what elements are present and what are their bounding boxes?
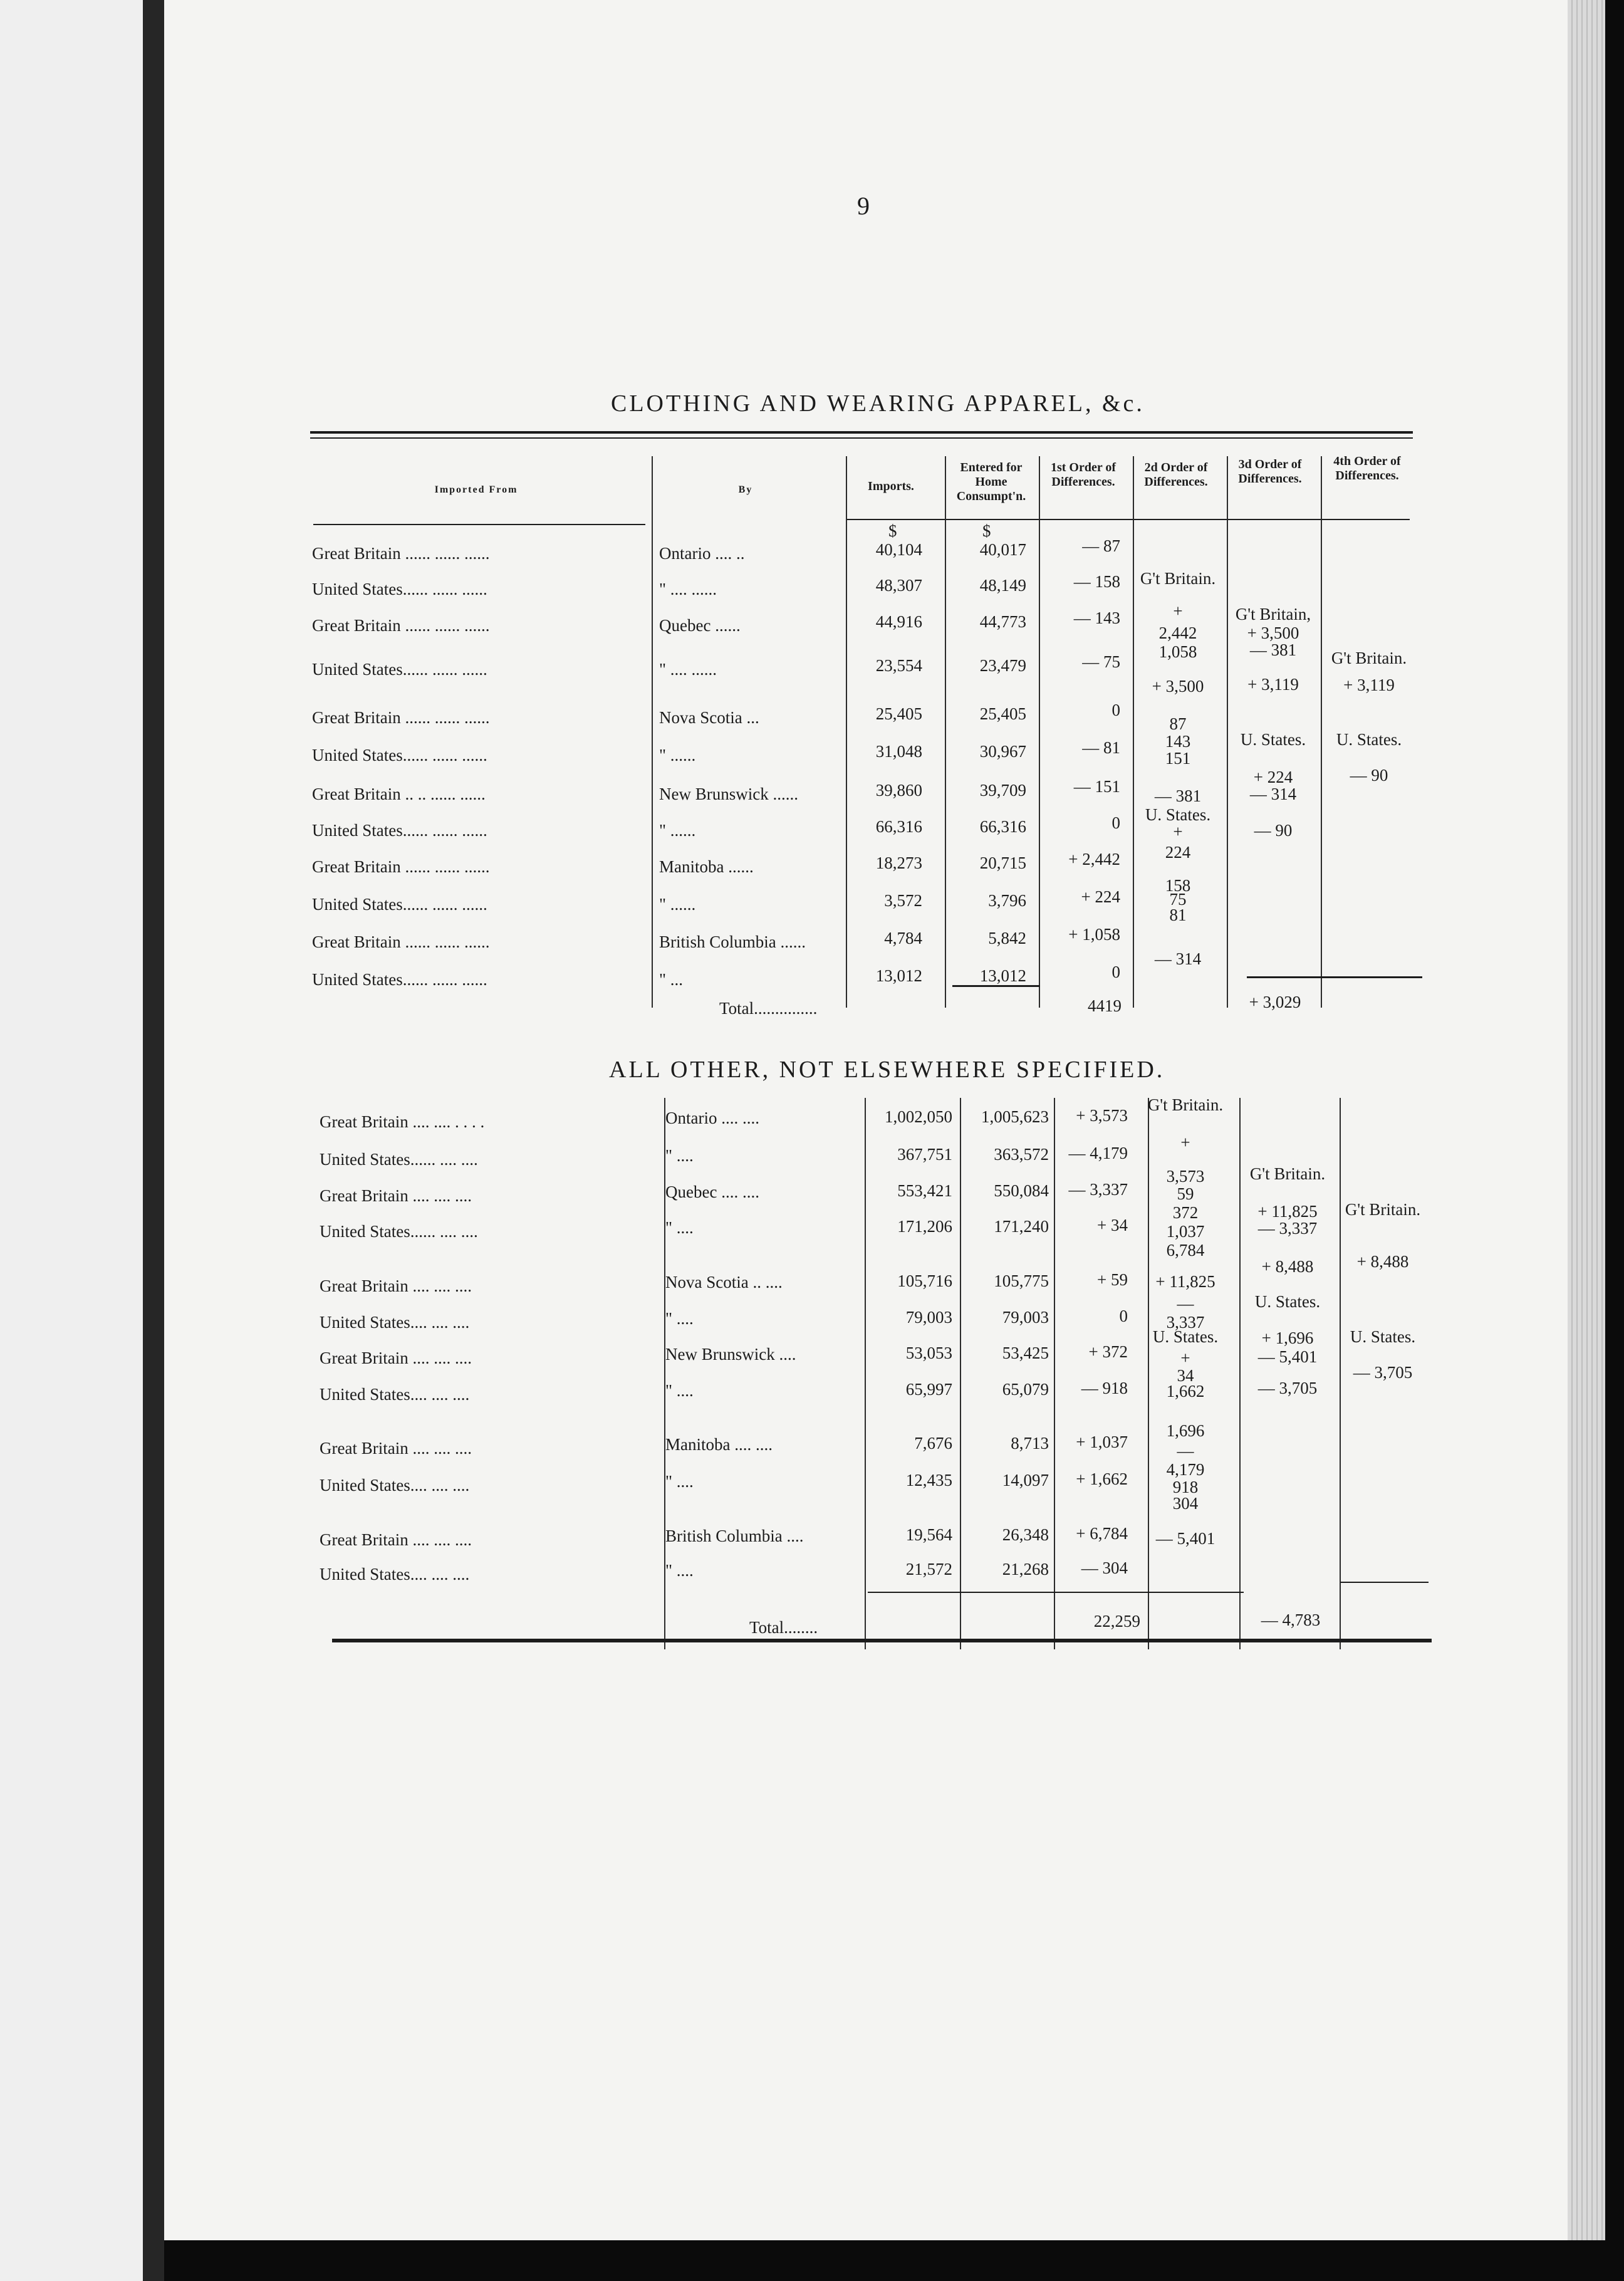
row-imported-from: United States...... .... .... xyxy=(320,1222,478,1241)
note-2d-order: 918 xyxy=(1172,1478,1199,1496)
row-imports: 19,564 xyxy=(905,1525,952,1544)
row-1st-order: 0 xyxy=(1111,963,1120,981)
row-imported-from: Great Britain ...... ...... ...... xyxy=(312,616,490,635)
row-imported-from: Great Britain .. .. ...... ...... xyxy=(312,785,486,803)
row-home-consumption: 14,097 xyxy=(1002,1471,1049,1490)
table1-header-rule xyxy=(313,524,645,525)
header-1st-order: 1st Order of Differences. xyxy=(1050,461,1116,489)
row-imports: 65,997 xyxy=(905,1380,952,1399)
row-home-consumption: 1,005,623 xyxy=(981,1107,1049,1126)
row-imports: 553,421 xyxy=(897,1181,952,1200)
note-3d-order: — 3,337 xyxy=(1257,1219,1318,1238)
row-by: Nova Scotia .. .... xyxy=(665,1273,783,1292)
note-2d-order: — 314 xyxy=(1154,949,1202,968)
row-1st-order: — 151 xyxy=(1073,777,1120,796)
note-2d-order: 87 xyxy=(1169,714,1187,733)
row-home-consumption: 65,079 xyxy=(1002,1380,1049,1399)
row-imported-from: Great Britain .... .... .... xyxy=(320,1276,472,1295)
total-rule xyxy=(868,1592,1244,1593)
t2-col-rule xyxy=(1054,1098,1055,1649)
row-imports: 79,003 xyxy=(905,1308,952,1327)
note-2d-order: 3,573 xyxy=(1166,1167,1205,1186)
row-home-consumption: 20,715 xyxy=(979,853,1026,872)
row-imports: 171,206 xyxy=(897,1217,952,1236)
row-home-consumption: 25,405 xyxy=(979,704,1026,723)
row-imported-from: United States.... .... .... xyxy=(320,1385,470,1404)
note-2d-order: 34 xyxy=(1177,1366,1194,1385)
row-1st-order: — 158 xyxy=(1073,572,1120,591)
row-1st-order: + 1,037 xyxy=(1076,1433,1128,1451)
note-2d-order: 1,696 xyxy=(1166,1421,1205,1440)
row-imported-from: Great Britain .... .... .... xyxy=(320,1186,472,1205)
row-home-consumption: 171,240 xyxy=(994,1217,1049,1236)
t2-col-rule xyxy=(865,1098,866,1649)
row-imports: 66,316 xyxy=(875,817,922,836)
row-1st-order: — 3,337 xyxy=(1068,1180,1128,1199)
note-2d-order: + 11,825 xyxy=(1155,1272,1215,1291)
note-2d-order: + xyxy=(1173,822,1183,841)
row-1st-order: + 372 xyxy=(1088,1342,1128,1361)
row-by: Manitoba ...... xyxy=(659,857,754,876)
total-label: Total............... xyxy=(719,999,818,1018)
row-by: " .... xyxy=(665,1309,694,1328)
binding-edge xyxy=(143,0,164,2281)
row-imported-from: United States.... .... .... xyxy=(320,1565,470,1584)
note-3d-order: — 314 xyxy=(1249,785,1297,803)
row-home-consumption: 44,773 xyxy=(979,612,1026,631)
row-1st-order: 0 xyxy=(1119,1307,1128,1325)
row-imported-from: United States.... .... .... xyxy=(320,1476,470,1495)
row-home-consumption: 23,479 xyxy=(979,656,1026,675)
row-1st-order: + 1,662 xyxy=(1076,1469,1128,1488)
row-imported-from: Great Britain .... .... .... xyxy=(320,1349,472,1367)
row-by: " .... xyxy=(665,1472,694,1491)
row-home-consumption: 53,425 xyxy=(1002,1344,1049,1362)
t1-col-rule xyxy=(652,456,653,1008)
t1-col-rule xyxy=(1227,456,1228,1008)
note-4th-order: G't Britain. xyxy=(1345,1200,1421,1219)
note-3d-order: + 3,500 xyxy=(1247,624,1299,642)
row-1st-order: + 34 xyxy=(1097,1216,1128,1234)
row-imported-from: United States...... ...... ...... xyxy=(312,821,487,840)
page-edges xyxy=(1568,0,1605,2240)
row-imports: 21,572 xyxy=(905,1560,952,1579)
total-rule xyxy=(1341,1582,1429,1583)
row-imports: 53,053 xyxy=(905,1344,952,1362)
header-by: By xyxy=(738,484,753,495)
row-imports: 367,751 xyxy=(897,1145,952,1164)
row-by: " .... xyxy=(665,1218,694,1237)
note-2d-order: 6,784 xyxy=(1166,1241,1205,1260)
note-2d-order: 143 xyxy=(1165,732,1191,751)
row-imports: 105,716 xyxy=(897,1271,952,1290)
note-2d-order: — 381 xyxy=(1154,786,1202,805)
row-home-consumption: 105,775 xyxy=(994,1271,1049,1290)
row-by: Quebec ...... xyxy=(659,616,741,635)
row-by: New Brunswick ...... xyxy=(659,785,798,803)
note-3d-order: + 1,696 xyxy=(1261,1328,1314,1347)
note-3d-order: G't Britain, xyxy=(1235,605,1311,624)
row-imported-from: Great Britain .... .... .... xyxy=(320,1439,472,1458)
t1-col-rule xyxy=(1133,456,1134,1008)
row-1st-order: + 3,573 xyxy=(1076,1106,1128,1125)
note-3d-order: — 3,705 xyxy=(1257,1379,1318,1397)
row-imports: 4,784 xyxy=(884,929,922,947)
row-1st-order: — 75 xyxy=(1082,652,1120,671)
row-by: " ... xyxy=(659,970,684,989)
row-by: British Columbia ...... xyxy=(659,932,806,951)
row-1st-order: 0 xyxy=(1111,813,1120,832)
row-imported-from: Great Britain .... .... .... xyxy=(320,1530,472,1549)
row-imports: 44,916 xyxy=(875,612,922,631)
row-1st-order: — 87 xyxy=(1082,536,1120,555)
row-by: " .... xyxy=(665,1146,694,1165)
table1-top-rule xyxy=(310,431,1413,434)
total-label: Total........ xyxy=(749,1618,818,1637)
note-2d-order: + xyxy=(1173,602,1183,620)
page-number: 9 xyxy=(857,192,870,220)
note-2d-order: G't Britain. xyxy=(1147,1095,1224,1114)
note-2d-order: 151 xyxy=(1165,749,1191,768)
row-imported-from: United States...... ...... ...... xyxy=(312,580,487,598)
note-4th-order: + 3,119 xyxy=(1343,676,1395,694)
note-4th-order: + 8,488 xyxy=(1356,1252,1409,1271)
note-3d-order: U. States. xyxy=(1254,1292,1321,1311)
row-by: " ...... xyxy=(659,821,696,840)
row-by: " ...... xyxy=(659,746,696,765)
note-2d-order: 372 xyxy=(1172,1203,1199,1222)
row-imports: 1,002,050 xyxy=(885,1107,952,1126)
note-2d-order: 2,442 xyxy=(1158,624,1197,642)
note-2d-order: 224 xyxy=(1165,843,1191,862)
row-1st-order: + 1,058 xyxy=(1068,925,1120,944)
row-imports: 12,435 xyxy=(905,1471,952,1490)
row-home-consumption: 21,268 xyxy=(1002,1560,1049,1579)
header-4th-order: 4th Order of Differences. xyxy=(1333,454,1401,483)
row-imports: 25,405 xyxy=(875,704,922,723)
note-2d-order: G't Britain. xyxy=(1140,569,1216,588)
total-3d-order: + 3,029 xyxy=(1249,993,1301,1011)
row-by: Ontario .... .... xyxy=(665,1109,759,1127)
note-2d-order: — xyxy=(1177,1294,1194,1313)
row-imports: 23,554 xyxy=(875,656,922,675)
row-imports: 18,273 xyxy=(875,853,922,872)
row-1st-order: — 81 xyxy=(1082,738,1120,757)
note-3d-order: G't Britain. xyxy=(1249,1164,1326,1183)
row-imported-from: United States...... ...... ...... xyxy=(312,970,487,989)
table1-header-rule-b xyxy=(846,519,1410,520)
row-1st-order: + 2,442 xyxy=(1068,850,1120,869)
row-imported-from: Great Britain ...... ...... ...... xyxy=(312,932,490,951)
row-home-consumption: 550,084 xyxy=(994,1181,1049,1200)
note-2d-order: 75 xyxy=(1169,890,1187,909)
row-by: " .... xyxy=(665,1561,694,1580)
note-2d-order: + xyxy=(1180,1349,1190,1367)
row-1st-order: — 4,179 xyxy=(1068,1144,1128,1162)
note-2d-order: — 5,401 xyxy=(1155,1529,1215,1548)
note-2d-order: + xyxy=(1180,1133,1190,1152)
header-imports: Imports. xyxy=(868,479,914,493)
note-4th-order: — 3,705 xyxy=(1353,1363,1413,1382)
section2-title: ALL OTHER, NOT ELSEWHERE SPECIFIED. xyxy=(609,1057,1165,1083)
row-by: " .... xyxy=(665,1381,694,1400)
row-by: Ontario .... .. xyxy=(659,544,745,563)
table2-bottom-rule xyxy=(332,1639,1432,1642)
t1-col-rule xyxy=(945,456,946,1008)
note-4th-order: — 90 xyxy=(1350,766,1388,785)
table1-top-rule-2 xyxy=(310,437,1413,439)
row-imported-from: United States...... .... .... xyxy=(320,1150,478,1169)
note-4th-order: U. States. xyxy=(1336,730,1402,749)
header-2d-order: 2d Order of Differences. xyxy=(1144,461,1208,489)
row-1st-order: + 224 xyxy=(1081,887,1120,906)
row-imported-from: Great Britain ...... ...... ...... xyxy=(312,857,490,876)
row-imports: 13,012 xyxy=(875,966,922,985)
row-home-consumption: 66,316 xyxy=(979,817,1026,836)
note-3d-order: + 224 xyxy=(1253,768,1293,786)
row-home-consumption: 79,003 xyxy=(1002,1308,1049,1327)
row-by: " .... ...... xyxy=(659,580,717,598)
note-2d-order: 59 xyxy=(1177,1184,1194,1203)
row-home-consumption: 3,796 xyxy=(988,891,1026,910)
row-home-consumption: 40,017 xyxy=(979,540,1026,559)
row-imported-from: Great Britain ...... ...... ...... xyxy=(312,544,490,563)
left-page xyxy=(0,0,145,2281)
note-3d-order: U. States. xyxy=(1240,730,1306,749)
total-1st-order: 4419 xyxy=(1088,996,1122,1015)
row-1st-order: + 59 xyxy=(1097,1270,1128,1289)
note-3d-order: + 11,825 xyxy=(1257,1202,1318,1221)
header-home-consumption: Entered for Home Consumpt'n. xyxy=(956,461,1026,503)
note-2d-order: 3,337 xyxy=(1166,1313,1205,1332)
row-1st-order: — 918 xyxy=(1081,1379,1128,1397)
row-1st-order: — 143 xyxy=(1073,608,1120,627)
row-by: British Columbia .... xyxy=(665,1527,804,1545)
dollar-sign: $ xyxy=(888,521,897,540)
row-by: New Brunswick .... xyxy=(665,1345,796,1364)
row-imports: 40,104 xyxy=(875,540,922,559)
note-3d-order: + 8,488 xyxy=(1261,1257,1314,1276)
row-by: " ...... xyxy=(659,895,696,914)
row-home-consumption: 48,149 xyxy=(979,576,1026,595)
row-home-consumption: 8,713 xyxy=(1011,1434,1049,1453)
row-1st-order: 0 xyxy=(1111,701,1120,719)
note-2d-order: 1,058 xyxy=(1158,642,1197,661)
row-imported-from: United States.... .... .... xyxy=(320,1313,470,1332)
row-by: Nova Scotia ... xyxy=(659,708,759,727)
row-home-consumption: 13,012 xyxy=(979,966,1026,985)
row-home-consumption: 39,709 xyxy=(979,781,1026,800)
note-2d-order: 81 xyxy=(1169,906,1187,924)
note-2d-order: U. States. xyxy=(1145,805,1211,824)
row-imported-from: United States...... ...... ...... xyxy=(312,660,487,679)
note-2d-order: 4,179 xyxy=(1166,1460,1205,1479)
note-2d-order: 1,037 xyxy=(1166,1222,1205,1241)
note-3d-order: + 3,119 xyxy=(1247,675,1299,694)
note-2d-order: 158 xyxy=(1165,876,1191,895)
row-1st-order: — 304 xyxy=(1081,1558,1128,1577)
total-1st-order: 22,259 xyxy=(1093,1612,1140,1631)
total-rule xyxy=(952,985,1040,987)
note-2d-order: 304 xyxy=(1172,1494,1199,1513)
row-1st-order: + 6,784 xyxy=(1076,1524,1128,1543)
t1-col-rule xyxy=(846,456,847,1008)
row-home-consumption: 26,348 xyxy=(1002,1525,1049,1544)
row-imports: 39,860 xyxy=(875,781,922,800)
note-2d-order: U. States. xyxy=(1152,1327,1219,1346)
note-3d-order: — 381 xyxy=(1249,640,1297,659)
dollar-sign: $ xyxy=(982,521,991,540)
row-imported-from: United States...... ...... ...... xyxy=(312,895,487,914)
note-4th-order: U. States. xyxy=(1350,1327,1416,1346)
row-imported-from: Great Britain .... .... . . . . xyxy=(320,1112,485,1131)
header-imported-from: Imported From xyxy=(434,484,518,495)
row-imported-from: Great Britain ...... ...... ...... xyxy=(312,708,490,727)
total-rule xyxy=(1247,976,1422,978)
header-3d-order: 3d Order of Differences. xyxy=(1238,457,1302,486)
note-4th-order: G't Britain. xyxy=(1331,649,1407,667)
row-imports: 7,676 xyxy=(914,1434,952,1453)
note-2d-order: + 3,500 xyxy=(1152,677,1204,696)
row-home-consumption: 30,967 xyxy=(979,742,1026,761)
row-imports: 48,307 xyxy=(875,576,922,595)
row-home-consumption: 363,572 xyxy=(994,1145,1049,1164)
row-imports: 3,572 xyxy=(884,891,922,910)
row-by: Manitoba .... .... xyxy=(665,1435,773,1454)
note-2d-order: 1,662 xyxy=(1166,1382,1205,1401)
row-by: " .... ...... xyxy=(659,660,717,679)
row-imported-from: United States...... ...... ...... xyxy=(312,746,487,765)
total-3d-order: — 4,783 xyxy=(1261,1610,1321,1629)
note-3d-order: — 90 xyxy=(1254,821,1293,840)
row-home-consumption: 5,842 xyxy=(988,929,1026,947)
section1-title: CLOTHING AND WEARING APPAREL, &c. xyxy=(611,390,1145,417)
row-by: Quebec .... .... xyxy=(665,1182,759,1201)
row-imports: 31,048 xyxy=(875,742,922,761)
note-3d-order: — 5,401 xyxy=(1257,1347,1318,1366)
note-2d-order: — xyxy=(1177,1441,1194,1460)
